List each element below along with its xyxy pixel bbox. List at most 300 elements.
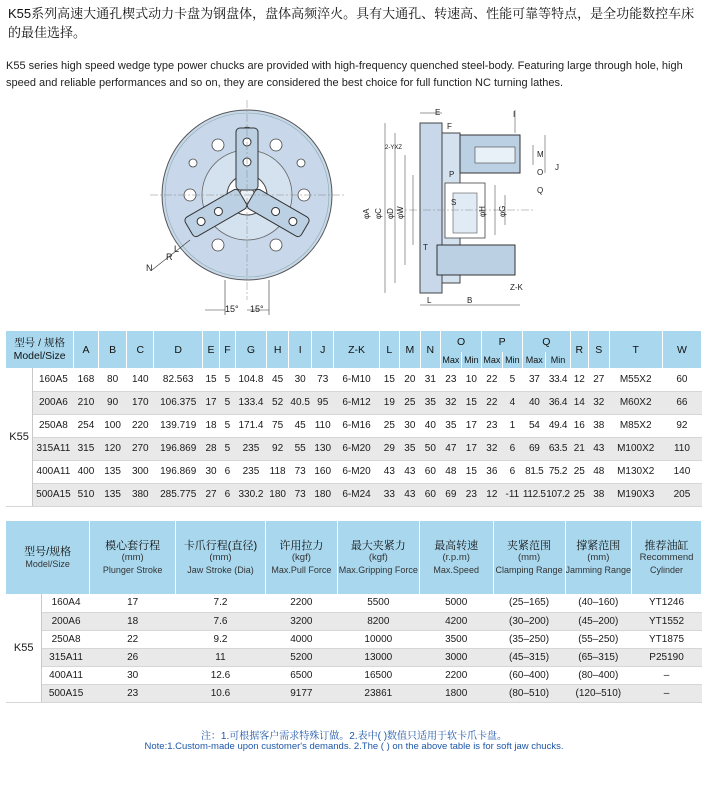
table-cell: 180 — [266, 483, 289, 506]
table-cell: 5000 — [419, 594, 493, 612]
header-cn: 型号/规格 — [24, 545, 72, 558]
table-cell: 63.5 — [546, 437, 570, 460]
table-cell: 23 — [441, 368, 462, 391]
table-cell: 17 — [90, 594, 176, 612]
table-cell: 16 — [570, 414, 588, 437]
table-cell: 23 — [461, 483, 482, 506]
header-unit: (mm) — [209, 551, 232, 563]
table-cell: 21 — [570, 437, 588, 460]
table-cell: 120 — [98, 437, 127, 460]
header-cn: 最高转速 — [434, 539, 479, 552]
table-cell: 2200 — [265, 594, 337, 612]
table-cell: 12 — [482, 483, 503, 506]
table-cell: 11 — [176, 648, 266, 666]
table-cell: 43 — [379, 460, 400, 483]
col-o-max: Max — [441, 352, 462, 368]
dim-phi-a: φA — [362, 208, 371, 219]
size-cell: 400A11 — [42, 666, 90, 684]
size-cell: 200A6 — [42, 612, 90, 630]
label-l: L — [174, 244, 180, 254]
table-cell: 60 — [420, 483, 441, 506]
table-cell: 73 — [289, 483, 312, 506]
table2-header — [493, 521, 565, 594]
table-cell: 135 — [98, 483, 127, 506]
table-cell: 40.5 — [289, 391, 312, 414]
col-s: S — [589, 331, 610, 368]
table-cell: 168 — [74, 368, 99, 391]
table-cell: 2200 — [419, 666, 493, 684]
table-row — [6, 414, 702, 437]
table-cell: P25190 — [632, 648, 702, 666]
table-cell: 133.4 — [236, 391, 267, 414]
dim-s: S — [451, 198, 457, 207]
table-cell: 49.4 — [546, 414, 570, 437]
table-cell: 107.2 — [546, 483, 570, 506]
header-unit: Recommend — [639, 551, 694, 563]
header-cn: 卡爪行程(直径) — [183, 539, 258, 552]
table-cell: 38 — [589, 414, 610, 437]
table-cell: 20 — [400, 368, 421, 391]
dim-m: M — [537, 150, 544, 159]
table-cell: 6 — [219, 460, 235, 483]
series-cell: K55 — [6, 594, 42, 702]
table-cell: 6-M20 — [334, 460, 379, 483]
header-en: Plunger Stroke — [102, 564, 163, 575]
table-cell: 3000 — [419, 648, 493, 666]
table-cell: 18 — [203, 414, 219, 437]
table-cell: 80 — [98, 368, 127, 391]
header-en: Max.Speed — [433, 564, 479, 575]
table-cell: (120–510) — [565, 684, 632, 702]
table-cell: 30 — [90, 666, 176, 684]
table-cell: 5 — [219, 414, 235, 437]
table-cell: 16500 — [337, 666, 419, 684]
table-cell: 15 — [461, 460, 482, 483]
table-cell: 235 — [236, 437, 267, 460]
table-cell: (55–250) — [565, 630, 632, 648]
table-cell: 90 — [98, 391, 127, 414]
col-f: F — [219, 331, 235, 368]
col-j: J — [311, 331, 334, 368]
table-cell: 10.6 — [176, 684, 266, 702]
table2-header — [176, 521, 266, 594]
note-chinese: 注：1.可根据客户需求特殊订做。2.表中( )数值只适用于软卡爪卡盘。 — [200, 731, 508, 742]
col-g: G — [236, 331, 267, 368]
table-cell: (35–250) — [493, 630, 565, 648]
table-cell: 60 — [662, 368, 701, 391]
table-cell: 5 — [502, 368, 523, 391]
header-cn: 模心套行程 — [105, 539, 161, 552]
table-cell: 5500 — [337, 594, 419, 612]
col-h: H — [266, 331, 289, 368]
size-cell: 400A11 — [33, 460, 74, 483]
table-cell: 235 — [236, 460, 267, 483]
dim-b: B — [467, 296, 473, 305]
table-cell: 29 — [379, 437, 400, 460]
technical-drawings — [0, 100, 708, 325]
table-cell: 75.2 — [546, 460, 570, 483]
header-unit: (kgf) — [368, 551, 388, 563]
table-cell: 22 — [90, 630, 176, 648]
col-m: M — [400, 331, 421, 368]
table-cell: YT1875 — [632, 630, 702, 648]
table-cell: 50 — [420, 437, 441, 460]
table-cell: 330.2 — [236, 483, 267, 506]
table-cell: 6 — [219, 483, 235, 506]
dim-q: Q — [537, 186, 544, 195]
table-cell: 23861 — [337, 684, 419, 702]
table-cell: 14 — [570, 391, 588, 414]
table-row — [6, 460, 702, 483]
table-cell: 22 — [482, 368, 503, 391]
table-cell: 30 — [400, 414, 421, 437]
table-cell: 4 — [502, 391, 523, 414]
table-cell: 30 — [289, 368, 312, 391]
table-cell: 4200 — [419, 612, 493, 630]
header-unit: (kgf) — [291, 551, 311, 563]
table2-header — [632, 521, 702, 594]
table-cell: 43 — [589, 437, 610, 460]
table-cell: 73 — [289, 460, 312, 483]
table-cell: 73 — [311, 368, 334, 391]
header-unit: (mm) — [587, 551, 610, 563]
table-cell: 43 — [400, 460, 421, 483]
table-cell: 33.4 — [546, 368, 570, 391]
table-cell: 140 — [662, 460, 701, 483]
table-row — [6, 368, 702, 391]
col-p: P — [482, 331, 523, 352]
size-cell: 160A5 — [33, 368, 74, 391]
col-p-max: Max — [482, 352, 503, 368]
table-row — [6, 483, 702, 506]
size-cell: 200A6 — [33, 391, 74, 414]
table-cell: 35 — [441, 414, 462, 437]
table-cell: M85X2 — [609, 414, 662, 437]
table-cell: 47 — [441, 437, 462, 460]
table-cell: (45–200) — [565, 612, 632, 630]
size-cell: 315A11 — [33, 437, 74, 460]
col-n: N — [420, 331, 441, 368]
dim-o: O — [537, 168, 544, 177]
table-cell: 3500 — [419, 630, 493, 648]
intro-chinese: K55系列高速大通孔楔式动力卡盘为钢盘体，盘体高频淬火。具有大通孔、转速高、性能可靠等特点，是全功能数控车床的最佳选择。 — [8, 6, 695, 40]
table-cell: 75 — [266, 414, 289, 437]
header-unit: (mm) — [517, 551, 541, 563]
dim-e: E — [435, 108, 441, 117]
table-cell: 19 — [379, 391, 400, 414]
header-cn: 最大夹紧力 — [350, 539, 406, 552]
table-cell: 31 — [420, 368, 441, 391]
table-cell: 12 — [570, 368, 588, 391]
table-cell: 69 — [523, 437, 546, 460]
table-cell: 118 — [266, 460, 289, 483]
table-cell: 28 — [203, 437, 219, 460]
col-t: T — [609, 331, 662, 368]
table-cell: 30 — [203, 460, 219, 483]
table-cell: 170 — [127, 391, 154, 414]
table-cell: 60 — [420, 460, 441, 483]
table-row — [6, 612, 702, 630]
table-cell: 25 — [570, 483, 588, 506]
table2-header — [6, 521, 90, 594]
table-row — [6, 684, 702, 702]
table-cell: 81.5 — [523, 460, 546, 483]
table-cell: 3200 — [265, 612, 337, 630]
header-en: Jaw Stroke (Dia) — [187, 564, 254, 575]
dim-phi-w: φW — [396, 206, 405, 219]
angle-right-label: 15° — [250, 304, 264, 314]
table-cell: 7.6 — [176, 612, 266, 630]
table-cell: 110 — [662, 437, 701, 460]
table-cell: 210 — [74, 391, 99, 414]
col-w: W — [662, 331, 701, 368]
table-row — [6, 437, 702, 460]
table-cell: 180 — [311, 483, 334, 506]
table-row — [6, 648, 702, 666]
table-cell: 160 — [311, 460, 334, 483]
table-cell: (60–400) — [493, 666, 565, 684]
table-cell: 25 — [400, 391, 421, 414]
table-cell: 380 — [127, 483, 154, 506]
header-unit: (mm) — [121, 551, 144, 563]
dim-phi-c: φC — [374, 208, 383, 219]
table-cell: 45 — [266, 368, 289, 391]
col-q: Q — [523, 331, 570, 352]
size-cell: 500A15 — [33, 483, 74, 506]
dim-j: J — [555, 163, 559, 172]
table-cell: 196.869 — [154, 460, 203, 483]
col-c: C — [127, 331, 154, 368]
table-cell: 18 — [90, 612, 176, 630]
table-cell: 6 — [502, 460, 523, 483]
table-cell: 9177 — [265, 684, 337, 702]
performance-table — [6, 521, 702, 703]
table-cell: 4000 — [265, 630, 337, 648]
size-cell: 250A8 — [42, 630, 90, 648]
table-cell: 22 — [482, 391, 503, 414]
table-cell: 104.8 — [236, 368, 267, 391]
table-cell: (65–315) — [565, 648, 632, 666]
table-cell: 6-M24 — [334, 483, 379, 506]
table2-header — [265, 521, 337, 594]
table-cell: 40 — [523, 391, 546, 414]
chuck-front-view — [130, 100, 380, 325]
table-cell: (80–510) — [493, 684, 565, 702]
table2-header — [337, 521, 419, 594]
table-cell: 5 — [219, 391, 235, 414]
table-cell: 10 — [461, 368, 482, 391]
table-cell: 300 — [127, 460, 154, 483]
col-model-size — [6, 331, 74, 368]
table-cell: 15 — [461, 391, 482, 414]
table-row — [6, 666, 702, 684]
size-cell: 250A8 — [33, 414, 74, 437]
table-cell: 37 — [523, 368, 546, 391]
col-q-max: Max — [523, 352, 546, 368]
table-cell: (25–165) — [493, 594, 565, 612]
table-cell: 43 — [400, 483, 421, 506]
col-q-min: Min — [546, 352, 570, 368]
table-cell: 254 — [74, 414, 99, 437]
table-cell: 315 — [74, 437, 99, 460]
table-cell: 54 — [523, 414, 546, 437]
header-en: Max.Gripping Force — [338, 564, 418, 575]
table-cell: 36 — [482, 460, 503, 483]
dim-zk: Z-K — [510, 283, 523, 292]
table-cell: 130 — [311, 437, 334, 460]
table-cell: 112.5 — [523, 483, 546, 506]
table-cell: 15 — [379, 368, 400, 391]
table-cell: 48 — [589, 460, 610, 483]
label-n: N — [146, 263, 153, 273]
table-row — [6, 391, 702, 414]
table-row — [6, 594, 702, 612]
col-r: R — [570, 331, 588, 368]
table-cell: 6-M12 — [334, 391, 379, 414]
table-cell: 6500 — [265, 666, 337, 684]
table-cell: 106.375 — [154, 391, 203, 414]
table-cell: 5 — [219, 368, 235, 391]
table-cell: 270 — [127, 437, 154, 460]
table-cell: 6-M20 — [334, 437, 379, 460]
table-cell: 205 — [662, 483, 701, 506]
col-b: B — [98, 331, 127, 368]
table-cell: YT1246 — [632, 594, 702, 612]
table-cell: 400 — [74, 460, 99, 483]
table-cell: 35 — [400, 437, 421, 460]
table-cell: M60X2 — [609, 391, 662, 414]
header-cn: 夹紧范围 — [507, 539, 552, 552]
table-cell: – — [632, 684, 702, 702]
table-cell: 6 — [502, 437, 523, 460]
table-cell: 7.2 — [176, 594, 266, 612]
table-cell: 48 — [441, 460, 462, 483]
table-cell: 33 — [379, 483, 400, 506]
table-cell: (40–160) — [565, 594, 632, 612]
dim-phi-d: φD — [386, 208, 395, 219]
size-cell: 500A15 — [42, 684, 90, 702]
table-cell: 13000 — [337, 648, 419, 666]
col-e: E — [203, 331, 219, 368]
table-cell: 38 — [589, 483, 610, 506]
header-en: Model/Size — [25, 558, 70, 569]
table-cell: 35 — [420, 391, 441, 414]
table-cell: 15 — [203, 368, 219, 391]
table-cell: 1 — [502, 414, 523, 437]
table-cell: 36.4 — [546, 391, 570, 414]
table-row — [6, 630, 702, 648]
model-size-cn: 型号 / 规格 — [14, 336, 65, 349]
dim-t: T — [423, 243, 428, 252]
header-cn: 推荐油缸 — [644, 539, 689, 552]
table2-header — [419, 521, 493, 594]
header-cn: 许用拉力 — [279, 539, 324, 552]
table-cell: 8200 — [337, 612, 419, 630]
table-cell: 32 — [482, 437, 503, 460]
label-r: R — [166, 252, 173, 262]
col-d: D — [154, 331, 203, 368]
table-cell: 17 — [461, 414, 482, 437]
angle-left-label: 15° — [225, 304, 239, 314]
table-cell: 17 — [461, 437, 482, 460]
table-cell: – — [632, 666, 702, 684]
table-cell: 23 — [482, 414, 503, 437]
note-english: Note:1.Custom-made upon customer's demands. 2.The ( ) on the above table is for soft jaw chucks. — [144, 741, 564, 752]
table-cell: 32 — [589, 391, 610, 414]
table-cell: 100 — [98, 414, 127, 437]
table-cell: 23 — [90, 684, 176, 702]
table-cell: 196.869 — [154, 437, 203, 460]
table-cell: 52 — [266, 391, 289, 414]
table-cell: 139.719 — [154, 414, 203, 437]
table-cell: 27 — [203, 483, 219, 506]
table-cell: 92 — [662, 414, 701, 437]
col-o: O — [441, 331, 482, 352]
table-cell: 12.6 — [176, 666, 266, 684]
dim-phi-h: φH — [478, 206, 487, 217]
table-cell: 66 — [662, 391, 701, 414]
header-unit: (r.p.m) — [442, 551, 470, 563]
header-en: Clamping Range — [495, 564, 563, 575]
table-cell: M190X3 — [609, 483, 662, 506]
model-size-en: Model/Size — [13, 349, 66, 362]
size-cell: 315A11 — [42, 648, 90, 666]
table-cell: 92 — [266, 437, 289, 460]
col-l: L — [379, 331, 400, 368]
series-cell: K55 — [6, 368, 33, 506]
table-cell: 40 — [420, 414, 441, 437]
table-cell: 135 — [98, 460, 127, 483]
table-cell: M55X2 — [609, 368, 662, 391]
header-cn: 撑紧范围 — [576, 539, 621, 552]
size-cell: 160A4 — [42, 594, 90, 612]
header-en: Jamming Range — [565, 564, 632, 575]
table-cell: 6-M16 — [334, 414, 379, 437]
dim-p: P — [449, 170, 455, 179]
dim-phi-g: φG — [498, 205, 507, 217]
table-cell: 32 — [441, 391, 462, 414]
table-cell: 285.775 — [154, 483, 203, 506]
table-cell: YT1552 — [632, 612, 702, 630]
dim-i: I — [513, 110, 516, 119]
col-zk: Z-K — [334, 331, 379, 368]
table-cell: 6-M10 — [334, 368, 379, 391]
table-cell: 510 — [74, 483, 99, 506]
chuck-side-view — [355, 105, 575, 320]
table-cell: 110 — [311, 414, 334, 437]
table-cell: M100X2 — [609, 437, 662, 460]
header-en: Cylinder — [650, 564, 684, 575]
table-cell: 95 — [311, 391, 334, 414]
col-a: A — [74, 331, 99, 368]
table-cell: 45 — [289, 414, 312, 437]
table-cell: 220 — [127, 414, 154, 437]
table-cell: 10000 — [337, 630, 419, 648]
table-cell: 25 — [570, 460, 588, 483]
table-cell: (30–200) — [493, 612, 565, 630]
table-cell: (80–400) — [565, 666, 632, 684]
table-cell: 140 — [127, 368, 154, 391]
table-cell: 27 — [589, 368, 610, 391]
table-cell: 9.2 — [176, 630, 266, 648]
table-cell: 55 — [289, 437, 312, 460]
table-cell: -11 — [502, 483, 523, 506]
dimension-table — [6, 331, 702, 507]
table-cell: 17 — [203, 391, 219, 414]
table2-header — [90, 521, 176, 594]
col-p-min: Min — [502, 352, 523, 368]
table-cell: (45–315) — [493, 648, 565, 666]
